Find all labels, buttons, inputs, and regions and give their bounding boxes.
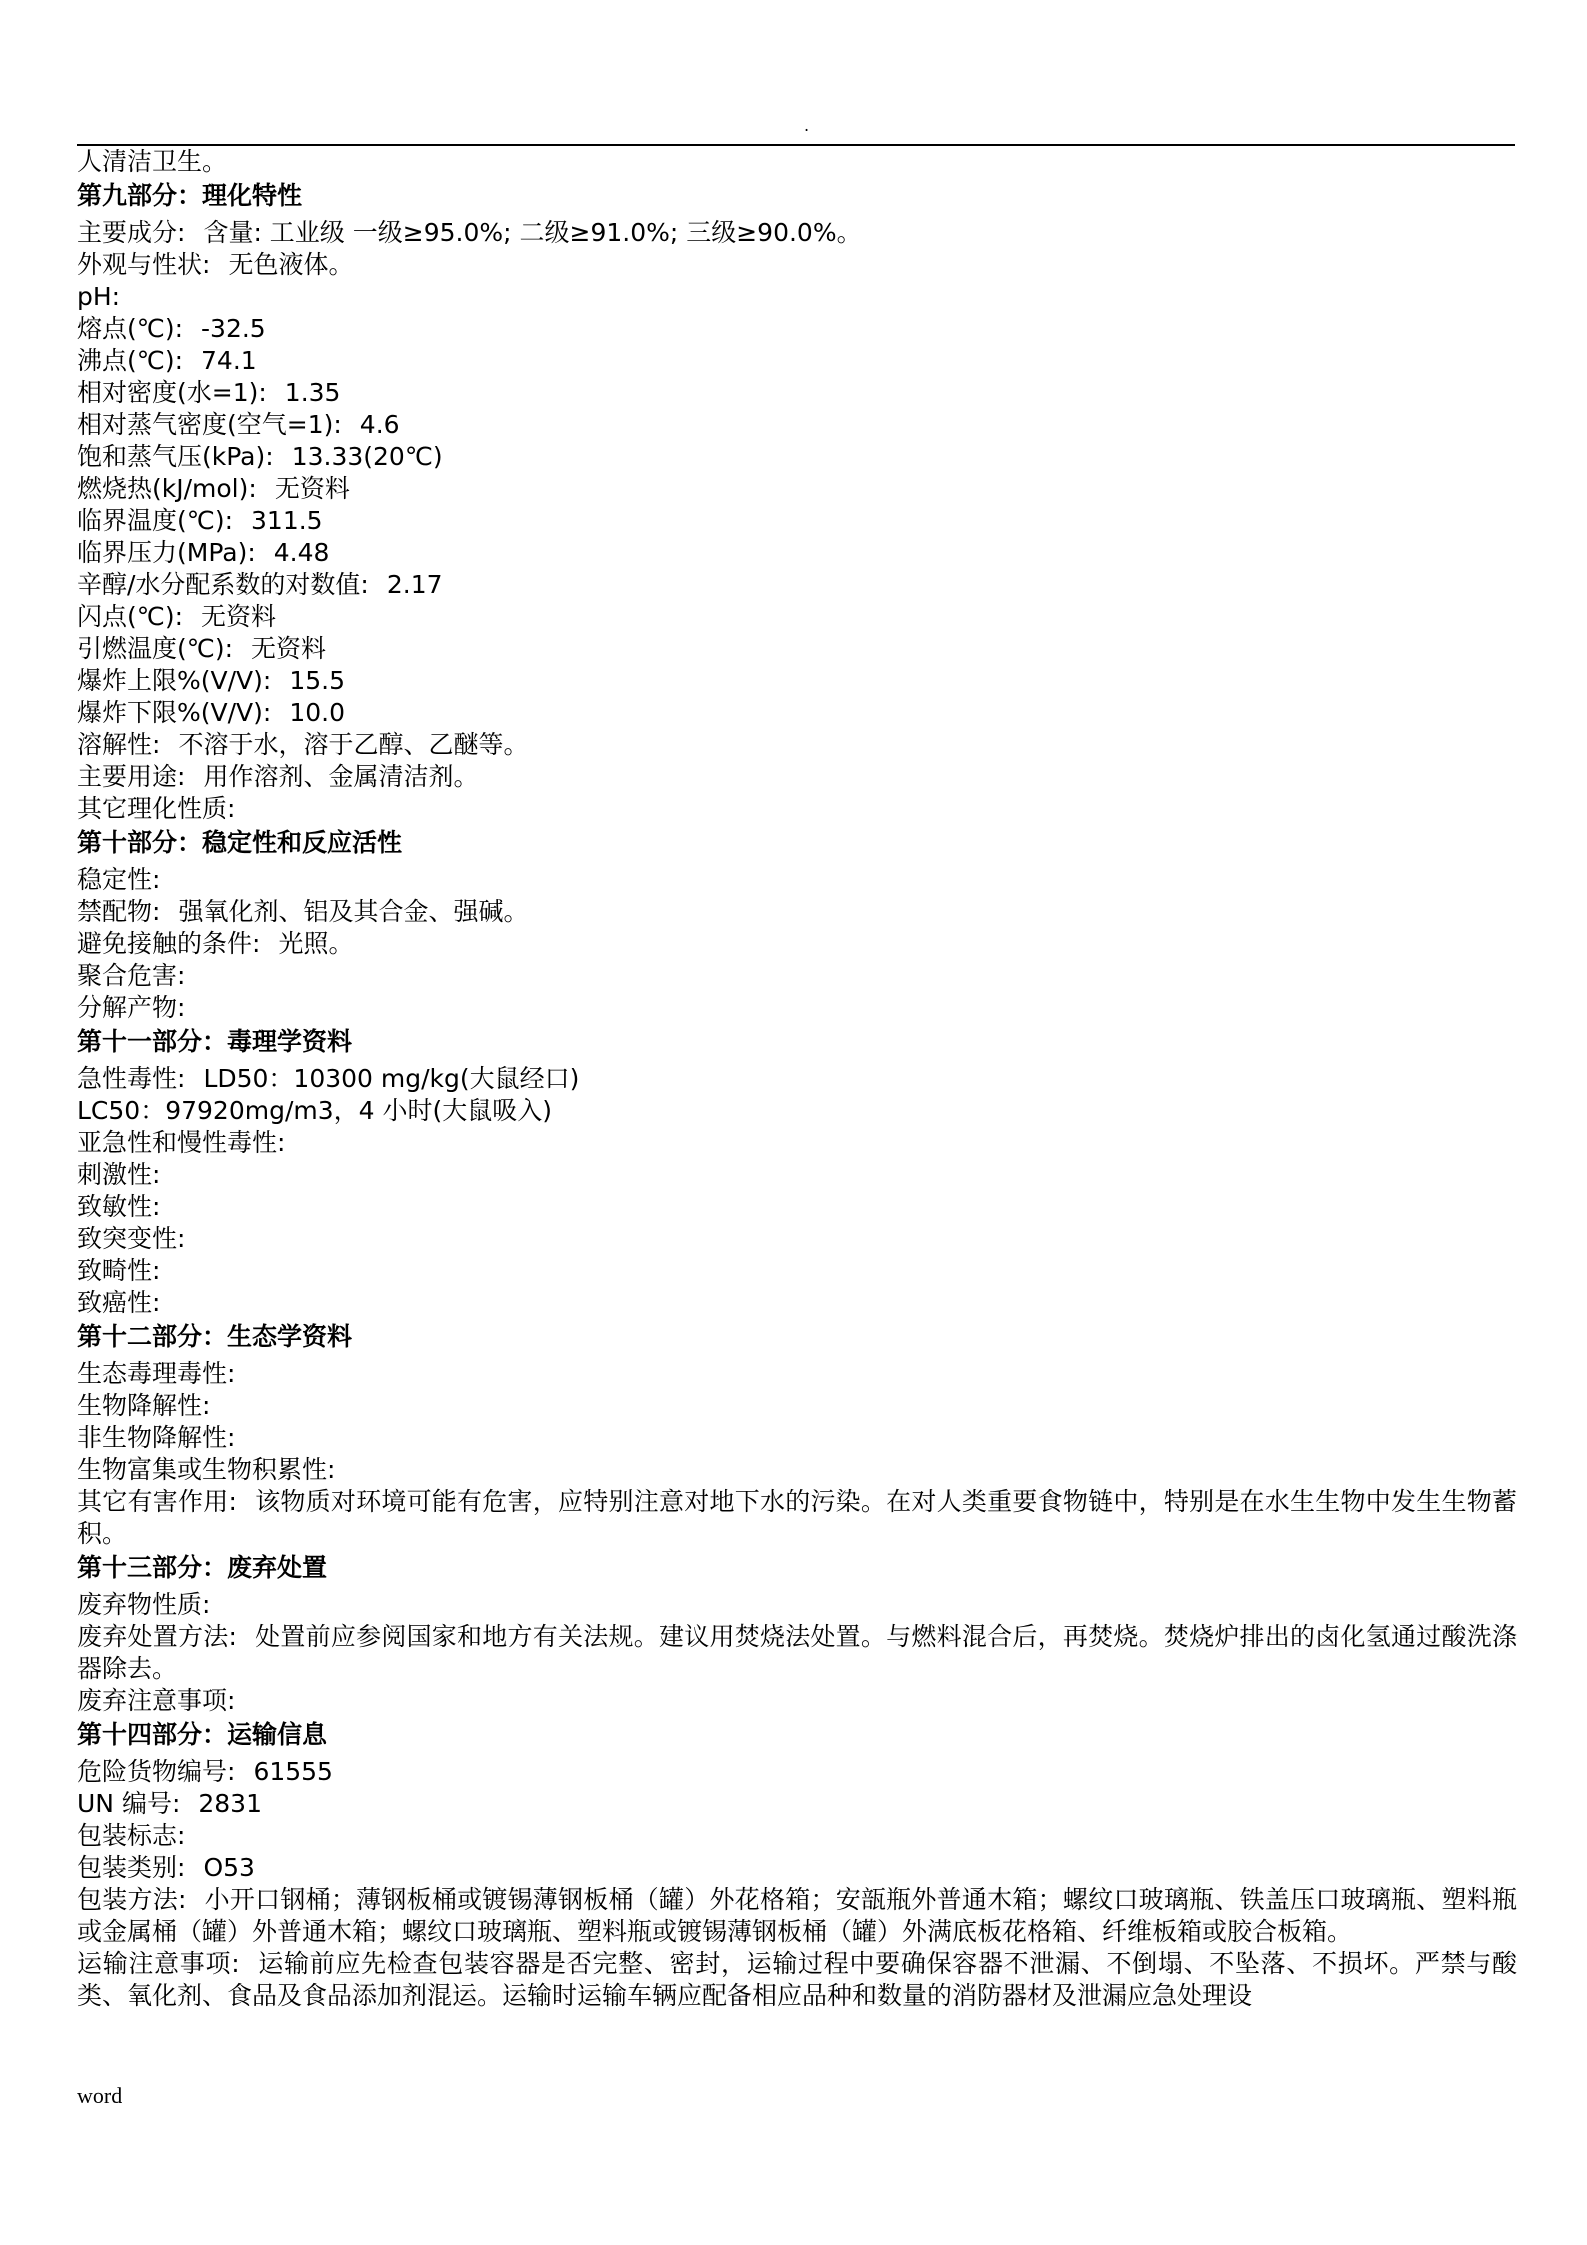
property-label: 爆炸下限%(V/V): <box>77 698 272 727</box>
property-label: 致癌性: <box>77 1288 161 1317</box>
property-value: 4.48 <box>273 538 330 567</box>
property-row <box>77 896 1517 928</box>
property-value: 含量: 工业级 一级≥95.0%; 二级≥91.0%; 三级≥90.0%。 <box>203 218 862 247</box>
property-label: 刺激性: <box>77 1160 161 1189</box>
property-value: 光照。 <box>278 929 354 958</box>
property-value: 小开口钢桶；薄钢板桶或镀锡薄钢板桶（罐）外花格箱；安瓿瓶外普通木箱；螺纹口玻璃瓶、铁盖压口玻璃瓶、塑料瓶或金属桶（罐）外普通木箱；螺纹口玻璃瓶、塑料瓶或镀锡薄钢板桶（罐）外满底板花格箱、纤维板箱或胶合板箱。 <box>77 1885 1517 1946</box>
property-value: 2.17 <box>386 570 443 599</box>
property-label: 聚合危害: <box>77 961 186 990</box>
property-label: 生态毒理毒性: <box>77 1359 236 1388</box>
property-label: 生物富集或生物积累性: <box>77 1455 336 1484</box>
property-row <box>77 409 1517 441</box>
property-value: 无资料 <box>201 602 277 631</box>
property-label: 主要成分: <box>77 218 186 247</box>
property-value: 无资料 <box>274 474 350 503</box>
property-row <box>77 217 1517 249</box>
property-row <box>77 505 1517 537</box>
continued-line: 人清洁卫生。 <box>77 147 228 176</box>
section-11-heading: 第十一部分：毒理学资料 <box>77 1027 353 1056</box>
property-label: 其它理化性质: <box>77 794 236 823</box>
property-row <box>77 928 1517 960</box>
property-label: 外观与性状: <box>77 250 211 279</box>
property-row <box>77 249 1517 281</box>
section-10-heading: 第十部分：稳定性和反应活性 <box>77 828 403 857</box>
property-label: 相对密度(水=1): <box>77 378 267 407</box>
property-label: 致畸性: <box>77 1256 161 1285</box>
lc50-line: LC50：97920mg/m3，4 小时(大鼠吸入) <box>77 1096 552 1125</box>
property-value: 强氧化剂、铝及其合金、强碱。 <box>178 897 529 926</box>
property-label: 溶解性: <box>77 730 161 759</box>
property-label: 稳定性: <box>77 865 161 894</box>
property-row <box>77 1852 1517 1884</box>
property-value: 61555 <box>253 1757 333 1786</box>
section-13-heading: 第十三部分：废弃处置 <box>77 1553 328 1582</box>
property-value: 4.6 <box>359 410 400 439</box>
property-row-paragraph <box>77 1486 1517 1550</box>
property-row <box>77 281 1517 313</box>
property-value: 10.0 <box>289 698 345 727</box>
property-label: 避免接触的条件: <box>77 929 261 958</box>
property-row-paragraph <box>77 1621 1517 1685</box>
section-12-rows <box>77 1358 1517 1550</box>
property-label: 危险货物编号: <box>77 1757 236 1786</box>
property-row <box>77 1255 1517 1287</box>
property-label: 废弃处置方法: <box>77 1622 237 1651</box>
section-10-rows <box>77 864 1517 1024</box>
property-label: 熔点(℃): <box>77 314 184 343</box>
property-row-paragraph <box>77 1884 1517 1948</box>
property-label: 致敏性: <box>77 1192 161 1221</box>
property-value: 无色液体。 <box>228 250 354 279</box>
property-row <box>77 665 1517 697</box>
property-label: UN 编号: <box>77 1789 181 1818</box>
property-row <box>77 992 1517 1024</box>
property-row <box>77 633 1517 665</box>
property-row <box>77 1756 1517 1788</box>
property-value: 无资料 <box>251 634 327 663</box>
property-label: 废弃注意事项: <box>77 1686 236 1715</box>
property-row <box>77 1589 1517 1621</box>
property-row <box>77 1223 1517 1255</box>
property-label: 燃烧热(kJ/mol): <box>77 474 257 503</box>
property-row <box>77 1159 1517 1191</box>
property-label: 包装标志: <box>77 1821 186 1850</box>
property-label: 相对蒸气密度(空气=1): <box>77 410 342 439</box>
property-value: 15.5 <box>289 666 345 695</box>
footer-text: word <box>77 2083 123 2108</box>
property-value: 该物质对环境可能有危害，应特别注意对地下水的污染。在对人类重要食物链中，特别是在水生生物中发生生物蓄积。 <box>77 1487 1517 1548</box>
property-value: 13.33(20℃) <box>291 442 443 471</box>
property-row <box>77 761 1517 793</box>
property-row <box>77 1390 1517 1422</box>
property-row <box>77 441 1517 473</box>
property-value: LD50：10300 mg/kg(大鼠经口) <box>203 1064 580 1093</box>
property-value: 处置前应参阅国家和地方有关法规。建议用焚烧法处置。与燃料混合后，再焚烧。焚烧炉排出的卤化氢通过酸洗涤器除去。 <box>77 1622 1517 1683</box>
property-label: 饱和蒸气压(kPa): <box>77 442 274 471</box>
property-value: 运输前应先检查包装容器是否完整、密封，运输过程中要确保容器不泄漏、不倒塌、不坠落、不损坏。严禁与酸类、氧化剂、食品及食品添加剂混运。运输时运输车辆应配备相应品种和数量的消防器材及泄漏应急处理设 <box>77 1949 1517 2010</box>
property-row <box>77 377 1517 409</box>
property-label: 运输注意事项: <box>77 1949 240 1978</box>
property-label: 沸点(℃): <box>77 346 184 375</box>
property-row <box>77 1422 1517 1454</box>
property-row <box>77 569 1517 601</box>
property-label: 主要用途: <box>77 762 186 791</box>
property-row <box>77 473 1517 505</box>
property-value: 1.35 <box>284 378 341 407</box>
section-14-heading: 第十四部分：运输信息 <box>77 1720 328 1749</box>
property-row-paragraph <box>77 1948 1517 2012</box>
property-row <box>77 537 1517 569</box>
property-label: 引燃温度(℃): <box>77 634 234 663</box>
property-row <box>77 345 1517 377</box>
property-value: 74.1 <box>201 346 257 375</box>
property-row <box>77 1788 1517 1820</box>
property-label: 临界压力(MPa): <box>77 538 256 567</box>
property-row <box>77 601 1517 633</box>
property-row <box>77 864 1517 896</box>
property-label: 临界温度(℃): <box>77 506 234 535</box>
section-11-rows <box>77 1063 1517 1319</box>
property-label: pH: <box>77 282 121 311</box>
property-label: 生物降解性: <box>77 1391 211 1420</box>
property-label: 其它有害作用: <box>77 1487 237 1516</box>
section-14-rows <box>77 1756 1517 2012</box>
property-value: O53 <box>203 1853 255 1882</box>
property-label: 非生物降解性: <box>77 1423 236 1452</box>
property-value: 不溶于水，溶于乙醇、乙醚等。 <box>178 730 529 759</box>
property-row <box>77 1820 1517 1852</box>
section-13-rows <box>77 1589 1517 1717</box>
property-label: 爆炸上限%(V/V): <box>77 666 272 695</box>
property-label: 包装类别: <box>77 1853 186 1882</box>
property-row <box>77 1287 1517 1319</box>
property-label: 包装方法: <box>77 1885 187 1914</box>
property-value: -32.5 <box>201 314 266 343</box>
property-row <box>77 960 1517 992</box>
property-row <box>77 1191 1517 1223</box>
property-row <box>77 729 1517 761</box>
property-row <box>77 1358 1517 1390</box>
property-label: 分解产物: <box>77 993 186 1022</box>
property-row <box>77 697 1517 729</box>
property-value: 2831 <box>198 1789 262 1818</box>
property-label: 致突变性: <box>77 1224 186 1253</box>
property-label: 废弃物性质: <box>77 1590 211 1619</box>
document-body <box>77 146 1517 2012</box>
section-12-heading: 第十二部分：生态学资料 <box>77 1322 353 1351</box>
property-row <box>77 1063 1517 1095</box>
property-row <box>77 313 1517 345</box>
property-row <box>77 1685 1517 1717</box>
property-value: 用作溶剂、金属清洁剂。 <box>203 762 479 791</box>
property-row <box>77 1127 1517 1159</box>
property-label: 辛醇/水分配系数的对数值: <box>77 570 369 599</box>
header-mark: . <box>804 116 810 135</box>
property-label: 急性毒性: <box>77 1064 186 1093</box>
property-label: 禁配物: <box>77 897 161 926</box>
section-9-heading: 第九部分：理化特性 <box>77 181 303 210</box>
property-value: 311.5 <box>251 506 323 535</box>
property-label: 闪点(℃): <box>77 602 184 631</box>
section-9-rows <box>77 217 1517 825</box>
property-label: 亚急性和慢性毒性: <box>77 1128 286 1157</box>
property-row <box>77 1454 1517 1486</box>
property-row <box>77 793 1517 825</box>
